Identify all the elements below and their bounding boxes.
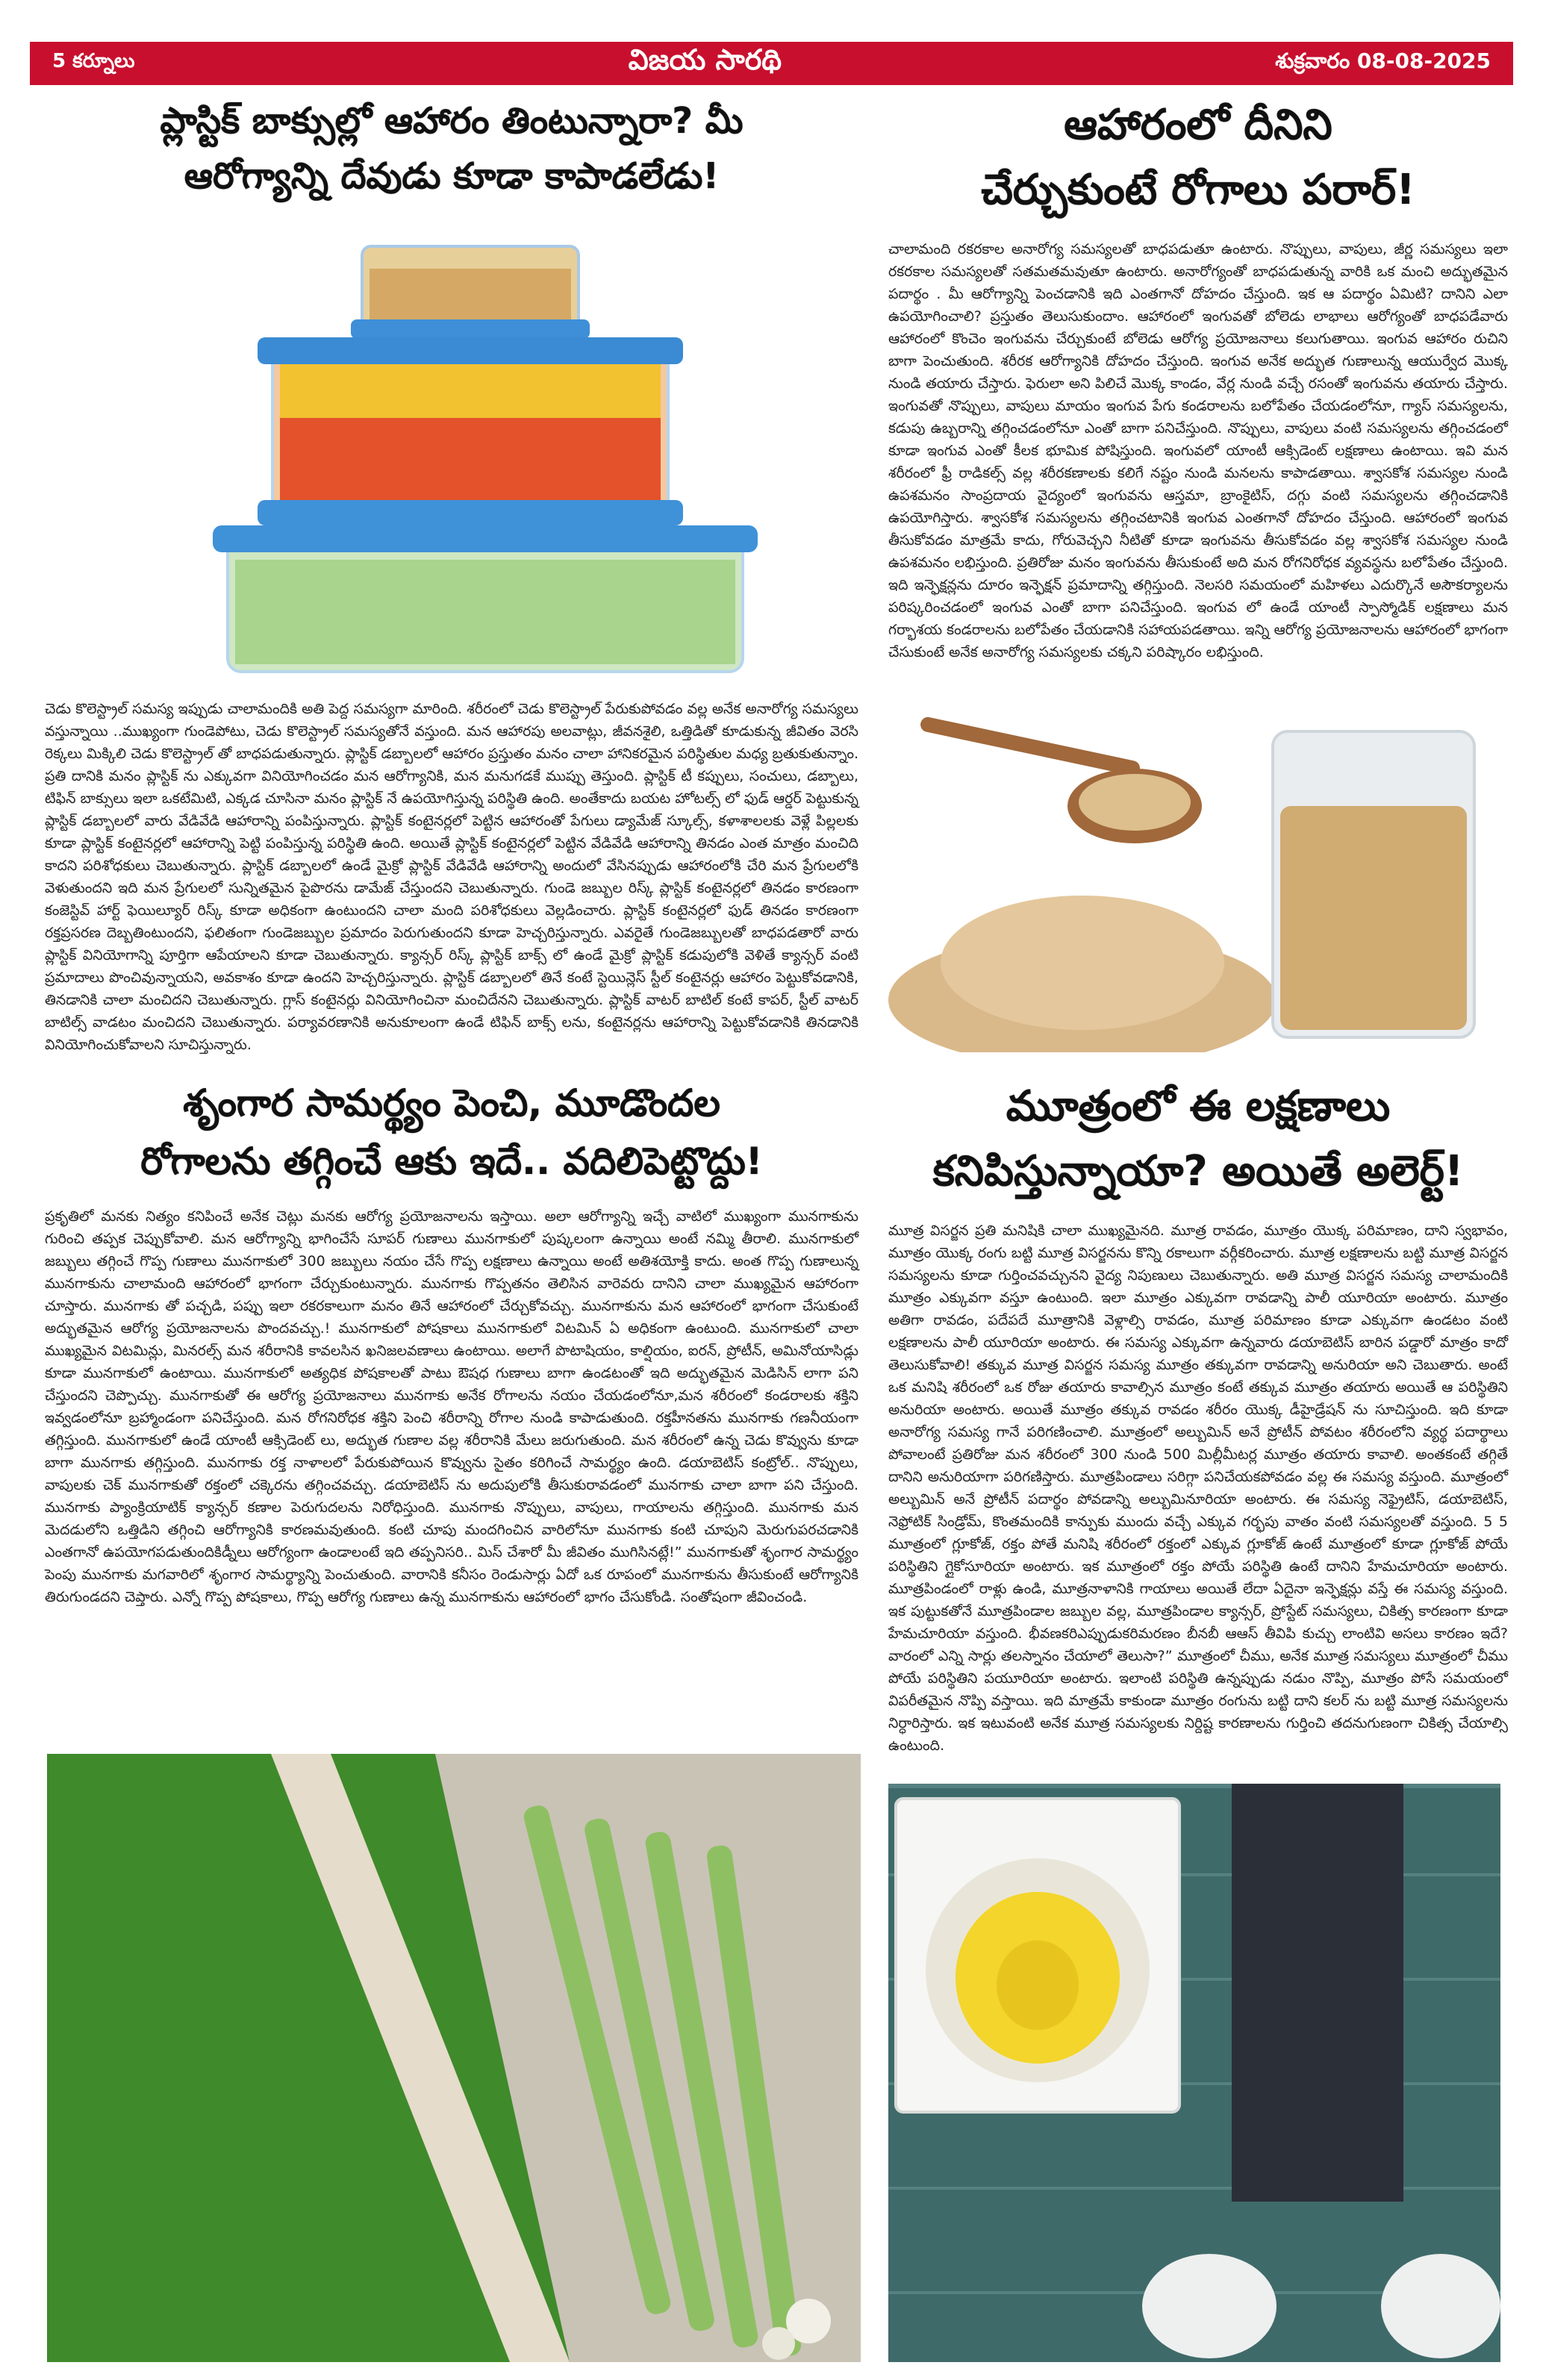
article-plastic-headline	[45, 93, 858, 204]
publication-date: శుక్రవారం 08-08-2025	[1275, 49, 1491, 73]
article-plastic	[45, 93, 858, 204]
article-ingredient-body: చాలామంది రకరకాల అనారోగ్య సమస్యలతో బాధపడుతూ ఉంటారు. నొప్పులు, వాపులు, జీర్ణ సమస్యలు ఇలా రకరకాల సమస్యలతో సతమతమవుతూ ఉంటారు. అనారోగ్యంతో బాధపడుతున్న వారికి ఒక మంచి అద్భుతమైన పదార్థం . మీ ఆరోగ్యాన్ని పెంచడానికి ఇది ఎంతగానో దోహదం చేస్తుంది. ఇక ఆ పదార్థం ఏమిటి? దానిని ఎలా ఉపయోగించాలి? ప్రస్తుతం తెలుసుకుందాం. ఆహారంలో ఇంగువతో బోలెడు లాభాలు ఆరోగ్యంతో బాధపడేవారు ఆహారంలో కొంచెం ఇంగువను చేర్చుకుంటే బోలెడు ఆరోగ్య ప్రయోజనాలు కలుగుతాయి. ఇంగువ ఆహారం రుచిని బాగా పెంచుతుంది. శరీరక ఆరోగ్యానికి దోహదం చేస్తుంది. ఇంగువ అనేక అద్భుత గుణాలున్న ఆయుర్వేద మొక్క నుండి తయారు చేస్తారు. ఫెరులా అని పిలిచే మొక్క కాండం, వేర్ల నుండి వచ్చే రసంతో ఇంగువను తయారు చేస్తారు. ఇంగువతో నొప్పులు, వాపులు మాయం ఇంగువ పేగు కండరాలను బలోపేతం చేయడంలోనూ, గ్యాస్ సమస్యలను, కడుపు ఉబ్బరాన్ని తగ్గించడంలోనూ ఎంతో బాగా పనిచేస్తుంది. నొప్పులు, వాపులు వంటి సమస్యలను తగ్గించడంలో కూడా ఇంగువ ఎంతో కీలక భూమిక పోషిస్తుంది. ఇంగువలో యాంటీ ఆక్సిడెంట్ లక్షణాలు ఉంటాయి. ఇవి మన శరీరంలో ఫ్రీ రాడికల్స్ వల్ల శరీరకణాలకు కలిగే నష్టం నుండి మనలను కాపాడతాయి. శ్వాసకోశ సమస్యల నుండి ఉపశమనం సాంప్రదాయ వైద్యంలో ఇంగువను ఆస్తమా, బ్రాంకైటిస్, దగ్గు వంటి సమస్యలను తగ్గించడానికి ఉపయోగిస్తారు. శ్వాసకోశ సమస్యలను తగ్గించటానికి ఇంగువ ఎంతగానో దోహదం చేస్తుంది. ఆహారంలో ఇంగువ తీసుకోవడం మాత్రమే కాదు, గోరువెచ్చని నీటితో కూడా ఇంగువను తీసుకోవడం వల్ల శ్వాసకోశ సమస్యల నుండి ఉపశమనం లభిస్తుంది. ప్రతిరోజు మనం ఇంగువను తీసుకుంటే అది మన రోగనిరోధక వ్యవస్థను బలోపేతం చేస్తుంది. ఇది ఇన్ఫెక్షన్లను దూరం ఇన్ఫెక్షన్ ప్రమాదాన్ని తగ్గిస్తుంది. నెలసరి సమయంలో మహిళలు ఎదుర్కొనే అసౌకర్యాలను పరిష్కరించడంలో ఇంగువ ఎంతో బాగా పనిచేస్తుంది. ఇంగువ లో ఉండే యాంటీ స్పాస్మోడిక్ లక్షణాలు మన గర్భాశయ కండరాలను బలోపేతం చేయడానికి సహాయపడతాయి. ఇన్ని ఆరోగ్య ప్రయోజనాలను ఆహారంలో భాగంగా చేసుకుంటే అనేక అనారోగ్య సమస్యలకు చక్కని పరిష్కారం లభిస్తుంది.	[888, 240, 1508, 660]
asafoetida-powder-and-water-photo	[888, 716, 1500, 1052]
masthead	[30, 42, 1513, 85]
headline-line-2: రోగాలను తగ్గించే ఆకు ఇదే.. వదిలిపెట్టొద్దు!	[140, 1139, 763, 1183]
article-plastic-body-wrap	[45, 698, 858, 1056]
headline-line-2: చేర్చుకుంటే రోగాలు పరార్!	[981, 165, 1415, 214]
headline-line-1: ప్లాస్టిక్ బాక్సుల్లో ఆహారం తింటున్నారా? మీ	[160, 100, 744, 142]
article-urine-headline	[888, 1075, 1508, 1205]
newspaper-name: విజయ సారథి	[628, 43, 782, 76]
headline-line-1: ఆహారంలో దీనిని	[1064, 101, 1332, 149]
headline-line-2: ఆరోగ్యాన్ని దేవుడు కూడా కాపాడలేడు!	[184, 155, 720, 198]
article-plastic-body: చెడు కొలెస్ట్రాల్ సమస్య ఇప్పుడు చాలామందికి అతి పెద్ద సమస్యగా మారింది. శరీరంలో చెడు కొలెస్ట్రాల్ పేరుకుపోవడం వల్ల అనేక అనారోగ్య సమస్యలు వస్తున్నాయి ..ముఖ్యంగా గుండెపోటు, చెడు కొలెస్ట్రాల్ సమస్యతోనే వస్తుంది. మన ఆహారపు అలవాట్లు, జీవనశైలి, ఒత్తిడితో కూడుకున్న జీవితం వెరసి రెక్కలు మిక్కిలి చెడు కొలెస్ట్రాల్ తో బాధపడుతున్నారు. ప్లాస్టిక్ డబ్బాలలో ఆహారం ప్రస్తుతం మనం చాలా హానికరమైన పరిస్థితుల మధ్య బ్రతుకుతున్నాం. ప్రతి దానికి మనం ప్లాస్టిక్ ను ఎక్కువగా వినియోగించడం మన ఆరోగ్యానికి, మన మనుగడకే ముప్పు తెస్తుంది. ప్లాస్టిక్ టీ కప్పులు, సంచులు, డబ్బాలు, టిఫిన్ బాక్సులు ఇలా ఒకటేమిటి, ఎక్కడ చూసినా మనం ప్లాస్టిక్ నే ఉపయోగిస్తున్న పరిస్థితి ఉంది. అంతేకాదు బయట హోటల్స్ లో ఫుడ్ ఆర్డర్ పెట్టుకున్న ప్లాస్టిక్ డబ్బాలలో వారు వేడివేడి ఆహారాన్ని పంపిస్తున్నారు. ప్లాస్టిక్ కంటైనర్లలో పెట్టిన ఆహారంతో పేగులు డ్యామేజ్ స్కూల్స్, కళాశాలలకు వెళ్లే పిల్లలకు కూడా ప్లాస్టిక్ కంటైనర్లలో ఆహారాన్ని పెట్టి పంపిస్తున్న పరిస్థితి ఉంది. అయితే ప్లాస్టిక్ కంటైనర్లలో పెట్టిన వేడివేడి ఆహారాన్ని తినడం ఎంత మాత్రం మంచిది కాదని పరిశోధకులు చెబుతున్నారు. ప్లాస్టిక్ డబ్బాలలో ఉండే మైక్రో ప్లాస్టిక్ వేడివేడి ఆహారాన్ని అందులో వేసినప్పుడు ఆహారంలోకి చేరి మన ప్రేగులలోకి వెళుతుందని ఇది మన ప్రేగులలో సున్నితమైన పైపొరను డామేజ్ చేస్తుందని చెబుతున్నారు. గుండె జబ్బుల రిస్క్ ప్లాస్టిక్ కంటైనర్లలో తినడం కారణంగా కంజెస్టివ్ హార్ట్ ఫెయిల్యూర్ రిస్క్ కూడా అధికంగా ఉంటుందని చాలా మంది పరిశోధకులు వెల్లడించారు. ప్లాస్టిక్ కంటైనర్లలో ఫుడ్ తినడం కారణంగా రక్తప్రసరణ దెబ్బతింటుందని, ఫలితంగా గుండెజబ్బుల ప్రమాదం పెరుగుతుందని కూడా హెచ్చరిస్తున్నారు. ఎవరైతే గుండెజబ్బులతో బాధపడతారో వారు ప్లాస్టిక్ వినియోగాన్ని పూర్తిగా ఆపేయాలని కూడా చెబుతున్నారు. క్యాన్సర్ రిస్క్ ప్లాస్టిక్ బాక్స్ లో ఉండే మైక్రో ప్లాస్టిక్ కడుపులోకి వెళితే క్యాన్సర్ వంటి ప్రమాదాలు పొంచివున్నాయని, అవకాశం కూడా ఉందని హెచ్చరిస్తున్నారు. ప్లాస్టిక్ డబ్బాలలో తినే కంటే స్టెయిన్లెస్ స్టీల్ కంటైనర్లు ఆహారం పెట్టుకోవడానికి, తినడానికి చాలా మంచిదని చెబుతున్నారు. గ్లాస్ కంటైనర్లు వినియోగించినా మంచిదేనని చెబుతున్నారు. ప్లాస్టిక్ వాటర్ బాటిల్ కంటే కాపర్, స్టీల్ వాటర్ బాటిల్స్ వాడటం మంచిదని చెబుతున్నారు. పర్యావరణానికి అనుకూలంగా ఉండే టిఫిన్ బాక్స్ లను, కంటైనర్లను ఆహారాన్ని పెట్టుకోవడానికి తినడానికి వినియోగించుకోవాలని సూచిస్తున్నారు.	[45, 701, 858, 1053]
headline-line-2: కనిపిస్తున్నాయా? అయితే అలెర్ట్!	[932, 1146, 1464, 1196]
article-moringa-headline	[45, 1075, 858, 1190]
headline-line-1: శృంగార సామర్థ్యం పెంచి, మూడొందల	[183, 1081, 720, 1125]
moringa-leaves-and-drumsticks-photo	[47, 1754, 861, 2362]
food-containers-photo	[190, 239, 773, 687]
article-urine-body: మూత్ర విసర్జన ప్రతి మనిషికి చాలా ముఖ్యమైనది. మూత్ర రావడం, మూత్రం యొక్క పరిమాణం, దాని స్వభావం, మూత్రం యొక్క రంగు బట్టి మూత్ర విసర్జనను కొన్ని రకాలుగా వర్గీకరించారు. మూత్ర లక్షణాలను బట్టి మూత్ర విసర్జన సమస్యలను కూడా గుర్తించవచ్చునని వైద్య నిపుణులు చెబుతున్నారు. అతి మూత్ర విసర్జన సమస్య చాలామందికి మూత్రం ఎక్కువగా వస్తూ ఉంటుంది. ఇలా మూత్రం ఎక్కువగా రావడాన్ని పాలీ యూరియా అంటారు. మూత్రం అతిగా రావడం, పదేపదే మూత్రానికి వెళ్లాల్సి రావడం, మూత్ర పరిమాణం కూడా ఎక్కువగా ఉండటం వంటి లక్షణాలను పాలీ యూరియా అంటారు. ఈ సమస్య ఎక్కువగా ఉన్నవారు డయాబెటిస్ బారిన పడ్డారో మాత్రం కాదో తెలుసుకోవాలి! తక్కువ మూత్ర విసర్జన సమస్య మూత్రం తక్కువగా రావడాన్ని అనురియా అని చెబుతారు. అంటే ఒక మనిషి శరీరంలో ఒక రోజు తయారు కావాల్సిన మూత్రం కంటే తక్కువ మూత్రం తయారు అయితే ఆ పరిస్థితిని అనురియా అంటారు. అయితే మూత్రం తక్కువ రావడం శరీరం యొక్క డీహైడ్రేషన్ ను సూచిస్తుంది. ఇది కూడా అనారోగ్య సమస్య గానే పరిగణించాలి. మూత్రంలో అల్బుమిన్ అనే ప్రోటీన్ పోవటం శరీరంలోని వ్యర్థ పదార్థాలు పోవాలంటే ప్రతిరోజు మన శరీరంలో 300 నుండి 500 మిల్లీమీటర్ల మూత్రం తయారు కావాలి. అంతకంటే తగ్గితే దానిని అనురియాగా పరిగణిస్తారు. మూత్రపిండాలు సరిగ్గా పనిచేయకపోవడం వల్ల ఈ సమస్య వస్తుంది. మూత్రంలో అల్బుమిన్ అనే ప్రోటీన్ పదార్థం పోవడాన్ని అల్బుమినూరియా అంటారు. ఈ సమస్య నెఫ్రైటిస్, డయాబెటిస్, నెఫ్రోటిక్ సిండ్రోమ్, కొంతమందికి కాన్పుకు ముందు వచ్చే ఎక్కువ గర్భపు వాతం వంటి సమస్యలతో వస్తుంది. 5 5 మూత్రంలో గ్లూకోజ్, రక్తం పోతే మనిషి శరీరంలో రక్తంలో ఎక్కువ గ్లూకోజ్ ఉంటే మూత్రంలో కూడా గ్లూకోజ్ పోయే పరిస్థితిని గ్లైకోసూరియా అంటారు. ఇక మూత్రంలో రక్తం పోయే పరిస్థితి ఉంటే దానిని హేమచూరియా అంటారు. మూత్రపిండంలో రాళ్లు ఉండి, మూత్రనాళానికి గాయాలు అయితే లేదా ఏదైనా ఇన్ఫెక్షన్లు వస్తే ఈ సమస్య వస్తుంది. ఇక పుట్టుకతోనే మూత్రపిండాల జబ్బుల వల్ల, మూత్రపిండాల క్యాన్సర్, ప్రోస్టేట్ సమస్యలు, చికిత్స కారణంగా కూడా హేమచూరియా వస్తుంది. భీవణకరిఎప్పుడుకరిమరణం బీనబీ ఆఆస్ తీవిపి కుచ్చు లాంటివి అసలు కారణం ఇదే? వారంలో ఎన్ని సార్లు తలస్నానం చేయాలో తెలుసా?” మూత్రంలో చీము, అనేక మూత్ర సమస్యలు మూత్రంలో చీము పోయే పరిస్థితిని పయూరియా అంటారు. ఇలాంటి పరిస్థితి ఉన్నప్పుడు నడుం నొప్పి, మూత్రం పోసే సమయంలో విపరీతమైన నొప్పి వస్తాయి. ఇది మాత్రమే కాకుండా మూత్రం రంగును బట్టి దాని కలర్ ను బట్టి మూత్ర సమస్యలను నిర్ధారిస్తారు. ఇక ఇటువంటి అనేక మూత్ర సమస్యలకు నిర్దిష్ట కారణాలను గుర్తించి తదనుగుణంగా చికిత్స చేయాల్సి ఉంటుంది.	[888, 1222, 1508, 1754]
article-ingredient	[888, 93, 1508, 663]
page-number: 5 కర్నూలు	[52, 50, 135, 72]
urine-toilet-photo	[888, 1784, 1500, 2362]
headline-line-1: మూత్రంలో ఈ లక్షణాలు	[1006, 1082, 1391, 1131]
article-ingredient-headline	[888, 93, 1508, 223]
article-moringa-body: ప్రకృతిలో మనకు నిత్యం కనిపించే అనేక చెట్లు మనకు ఆరోగ్య ప్రయోజనాలను ఇస్తాయి. అలా ఆరోగ్యాన్ని ఇచ్చే వాటిలో ముఖ్యంగా మునగాకును గురించి తప్పక చెప్పుకోవాలి. మన ఆరోగ్యాన్ని భాగించేసే సూపర్ గుణాలు మునగాకులో పుష్కలంగా ఉన్నాయి అంటే నమ్మి తీరాలి. మునగాకులో జబ్బులు తగ్గించే గొప్ప గుణాలు మునగాకులో 300 జబ్బులు నయం చేసే గొప్ప లక్షణాలు ఉన్నాయి అంటే అతిశయోక్తి కాదు. అంత గొప్ప గుణాలున్న మునగాకును చాలామంది ఆహారంలో భాగంగా చేర్చుకుంటున్నారు. మునగాకు గొప్పతనం తెలిసిన వారెవరు దానిని చాలా ముఖ్యమైన ఆహారంగా చూస్తారు. మునగాకు తో పచ్చడి, పప్పు ఇలా రకరకాలుగా మనం తినే ఆహారంలో చేర్చుకోవచ్చు. మునగాకును మన ఆహారంలో భాగంగా చేసుకుంటే అద్భుతమైన ఆరోగ్య ప్రయోజనాలను పొందవచ్చు.! మునగాకులో పోషకాలు మునగాకులో విటమిన్ ఏ అధికంగా ఉంటుంది. మునగాకులో చాలా ముఖ్యమైన విటమిన్లు, మినరల్స్ మన శరీరానికి కావలసిన ఖనిజలవణాలు ఉంటాయి. అలాగే పొటాషియం, కాల్షియం, ఐరన్, ప్రోటీన్, అమినోయాసిడ్లు కూడా మునగాకులో ఉంటాయి. మునగాకులో అత్యధిక పోషకాలతో పాటు ఔషధ గుణాలు బాగా ఉండటంతో ఇది అద్భుతమైన మెడిసిన్ లాగా పని చేస్తుందని చెప్పొచ్చు. మునగాకుతో ఈ ఆరోగ్య ప్రయోజనాలు మునగాకు అనేక రోగాలను నయం చేయడంలోనూ,మన శరీరంలో కండరాలకు శక్తిని ఇవ్వడంలోనూ బ్రహ్మాండంగా పనిచేస్తుంది. మన రోగనిరోధక శక్తిని పెంచి శరీరాన్ని రోగాల నుండి కాపాడుతుంది. రక్తహీనతను మునగాకు గణనీయంగా తగ్గిస్తుంది. మునగాకులో ఉండే యాంటీ ఆక్సిడెంట్ లు, అద్భుత గుణాల వల్ల శరీరానికి మేలు జరుగుతుంది. మన శరీరంలో ఉన్న చెడు కొవ్వును కూడా బాగా మునగాకు తగ్గిస్తుంది. మునగాకు రక్త నాళాలలో పేరుకుపోయిన కొవ్వును సైతం కరిగించే సామర్థ్యం ఉంది. డయాబెటిస్ కంట్రోల్.. నొప్పులు, వాపులకు చెక్ మునగాకుతో రక్తంలో చక్కెరను తగ్గించవచ్చు. డయాబెటిస్ ను అదుపులోకి తీసుకురావడంలో మునగాకు చాలా బాగా పని చేస్తుంది. మునగాకు ప్యాంక్రియాటిక్ క్యాన్సర్ కణాల పెరుగుదలను నిరోధిస్తుంది. మునగాకు నొప్పులు, వాపులు, గాయాలను తగ్గిస్తుంది. మునగాకు మన మెదడులోని ఒత్తిడిని తగ్గించి ఆరోగ్యానికి కారణమవుతుంది. కంటి చూపు మందగించిన వారిలోనూ మునగాకు కంటి చూపుని మెరుగుపరచడానికి ఎంతగానో ఉపయోగపడుతుందికిడ్నీలు ఆరోగ్యంగా ఉండాలంటే ఇది తప్పనిసరి.. మిస్ చేశారో మీ జీవితం ముగిసినట్లే!” మునగాకుతో శృంగార సామర్థ్యం పెంపు మునగాకు మగవారిలో శృంగార సామర్థ్యాన్ని పెంచుతుంది. వారానికి కనీసం రెండుసార్లు ఏదో ఒక రూపంలో మునగాకును తీసుకుంటే ఆరోగ్యానికి తిరుగుండదని చెప్తారు. ఎన్నో గొప్ప పోషకాలు, గొప్ప ఆరోగ్య గుణాలు ఉన్న మునగాకును ఆహారంలో భాగం చేసుకోండి. సంతోషంగా జీవించండి.	[45, 1208, 858, 1605]
article-urine	[888, 1075, 1508, 1757]
article-moringa	[45, 1075, 858, 1608]
